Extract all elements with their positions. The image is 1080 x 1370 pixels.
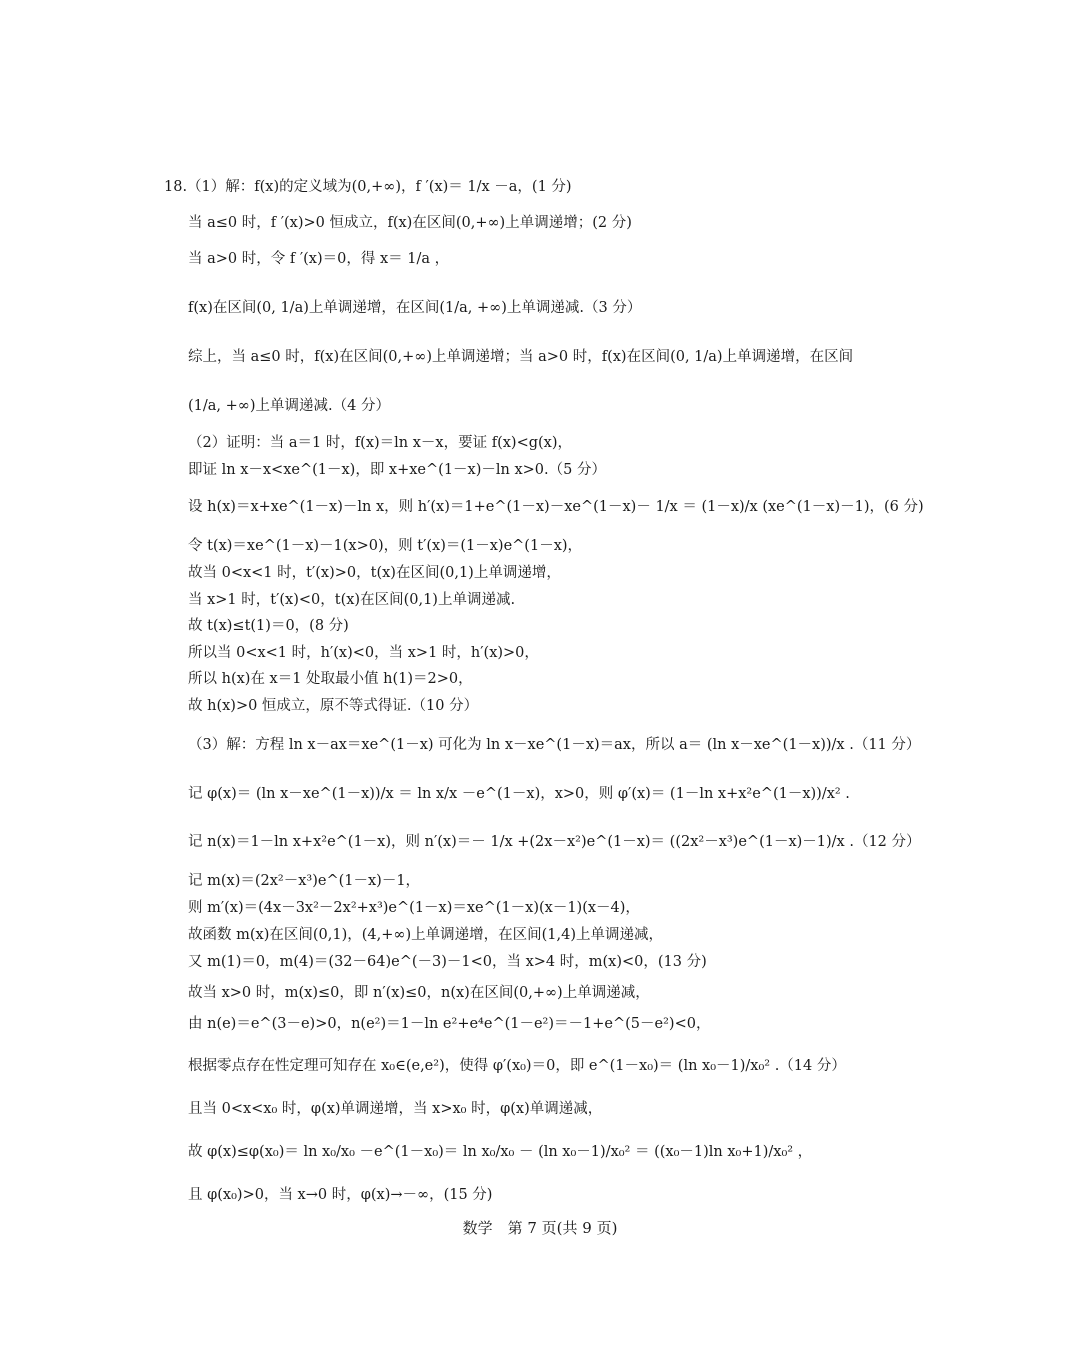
solution-line-10: 令 t(x)＝xe^(1－x)－1(x>0)，则 t′(x)＝(1－x)e^(1－x)， xyxy=(188,538,583,554)
solution-line-18: 记 φ(x)＝ (ln x－xe^(1－x))/x ＝ ln x/x －e^(1－x)，x>0，则 φ′(x)＝ (1－ln x+x²e^(1－x))/x² . xyxy=(188,786,850,802)
solution-line-6: (1/a, +∞)上单调递减.（4 分） xyxy=(188,398,390,414)
solution-line-7: （2）证明：当 a＝1 时，f(x)＝ln x－x，要证 f(x)<g(x)， xyxy=(188,435,573,451)
solution-line-25: 由 n(e)＝e^(3－e)>0，n(e²)＝1－ln e²+e⁴e^(1－e²)＝－1+e^(5－e²)<0， xyxy=(188,1016,711,1032)
solution-line-26: 根据零点存在性定理可知存在 x₀∈(e,e²)，使得 φ′(x₀)＝0，即 e^(1－x₀)＝ (ln x₀－1)/x₀² .（14 分） xyxy=(188,1058,846,1074)
solution-line-9: 设 h(x)＝x+xe^(1－x)－ln x，则 h′(x)＝1+e^(1－x)－xe^(1－x)－ 1/x ＝ (1－x)/x (xe^(1－x)－1)，(6 分) xyxy=(188,499,924,515)
solution-line-13: 故 t(x)≤t(1)＝0，(8 分) xyxy=(188,618,349,634)
solution-line-16: 故 h(x)>0 恒成立，原不等式得证.（10 分） xyxy=(188,698,479,714)
solution-line-3: 当 a>0 时，令 f ′(x)＝0，得 x＝ 1/a ， xyxy=(188,251,450,267)
solution-line-14: 所以当 0<x<1 时，h′(x)<0，当 x>1 时，h′(x)>0， xyxy=(188,645,539,661)
solution-line-12: 当 x>1 时，t′(x)<0，t(x)在区间(0,1)上单调递减. xyxy=(188,592,516,608)
solution-line-20: 记 m(x)＝(2x²－x³)e^(1－x)－1， xyxy=(188,873,421,889)
solution-line-15: 所以 h(x)在 x＝1 处取最小值 h(1)＝2>0， xyxy=(188,671,473,687)
page-footer: 数学 第 7 页(共 9 页) xyxy=(462,1219,618,1237)
solution-line-27: 且当 0<x<x₀ 时，φ(x)单调递增，当 x>x₀ 时，φ(x)单调递减， xyxy=(188,1101,603,1117)
solution-line-11: 故当 0<x<1 时，t′(x)>0，t(x)在区间(0,1)上单调递增， xyxy=(188,565,561,581)
solution-line-19: 记 n(x)＝1－ln x+x²e^(1－x)，则 n′(x)＝－ 1/x +(2x－x²)e^(1－x)＝ ((2x²－x³)e^(1－x)－1)/x .（12 分） xyxy=(188,834,921,850)
solution-line-23: 又 m(1)＝0，m(4)＝(32－64)e^(－3)－1<0，当 x>4 时，m(x)<0，(13 分) xyxy=(188,954,707,970)
solution-line-2: 当 a≤0 时，f ′(x)>0 恒成立，f(x)在区间(0,+∞)上单调递增；(2 分) xyxy=(188,215,632,231)
solution-line-4: f(x)在区间(0, 1/a)上单调递增，在区间(1/a, +∞)上单调递减.（3 分） xyxy=(188,300,642,316)
solution-line-28: 故 φ(x)≤φ(x₀)＝ ln x₀/x₀ －e^(1－x₀)＝ ln x₀/x₀ － (ln x₀－1)/x₀² ＝ ((x₀－1)ln x₀+1)/x₀² ， xyxy=(188,1144,813,1160)
solution-line-29: 且 φ(x₀)>0，当 x→0 时，φ(x)→－∞，(15 分) xyxy=(188,1187,493,1203)
solution-line-1: 18.（1）解：f(x)的定义域为(0,+∞)，f ′(x)＝ 1/x －a，(1 分) xyxy=(164,179,572,195)
solution-line-22: 故函数 m(x)在区间(0,1)，(4,+∞)上单调递增，在区间(1,4)上单调递减， xyxy=(188,927,663,943)
solution-line-5: 综上，当 a≤0 时，f(x)在区间(0,+∞)上单调递增；当 a>0 时，f(x)在区间(0, 1/a)上单调递增，在区间 xyxy=(188,349,854,365)
solution-line-8: 即证 ln x－x<xe^(1－x)，即 x+xe^(1－x)－ln x>0.（5 分） xyxy=(188,462,606,478)
solution-line-24: 故当 x>0 时，m(x)≤0，即 n′(x)≤0，n(x)在区间(0,+∞)上单调递减， xyxy=(188,985,650,1001)
solution-line-21: 则 m′(x)＝(4x－3x²－2x²+x³)e^(1－x)＝xe^(1－x)(x－1)(x－4)， xyxy=(188,900,640,916)
solution-line-17: （3）解：方程 ln x－ax＝xe^(1－x) 可化为 ln x－xe^(1－x)＝ax，所以 a＝ (ln x－xe^(1－x))/x .（11 分） xyxy=(188,737,921,753)
